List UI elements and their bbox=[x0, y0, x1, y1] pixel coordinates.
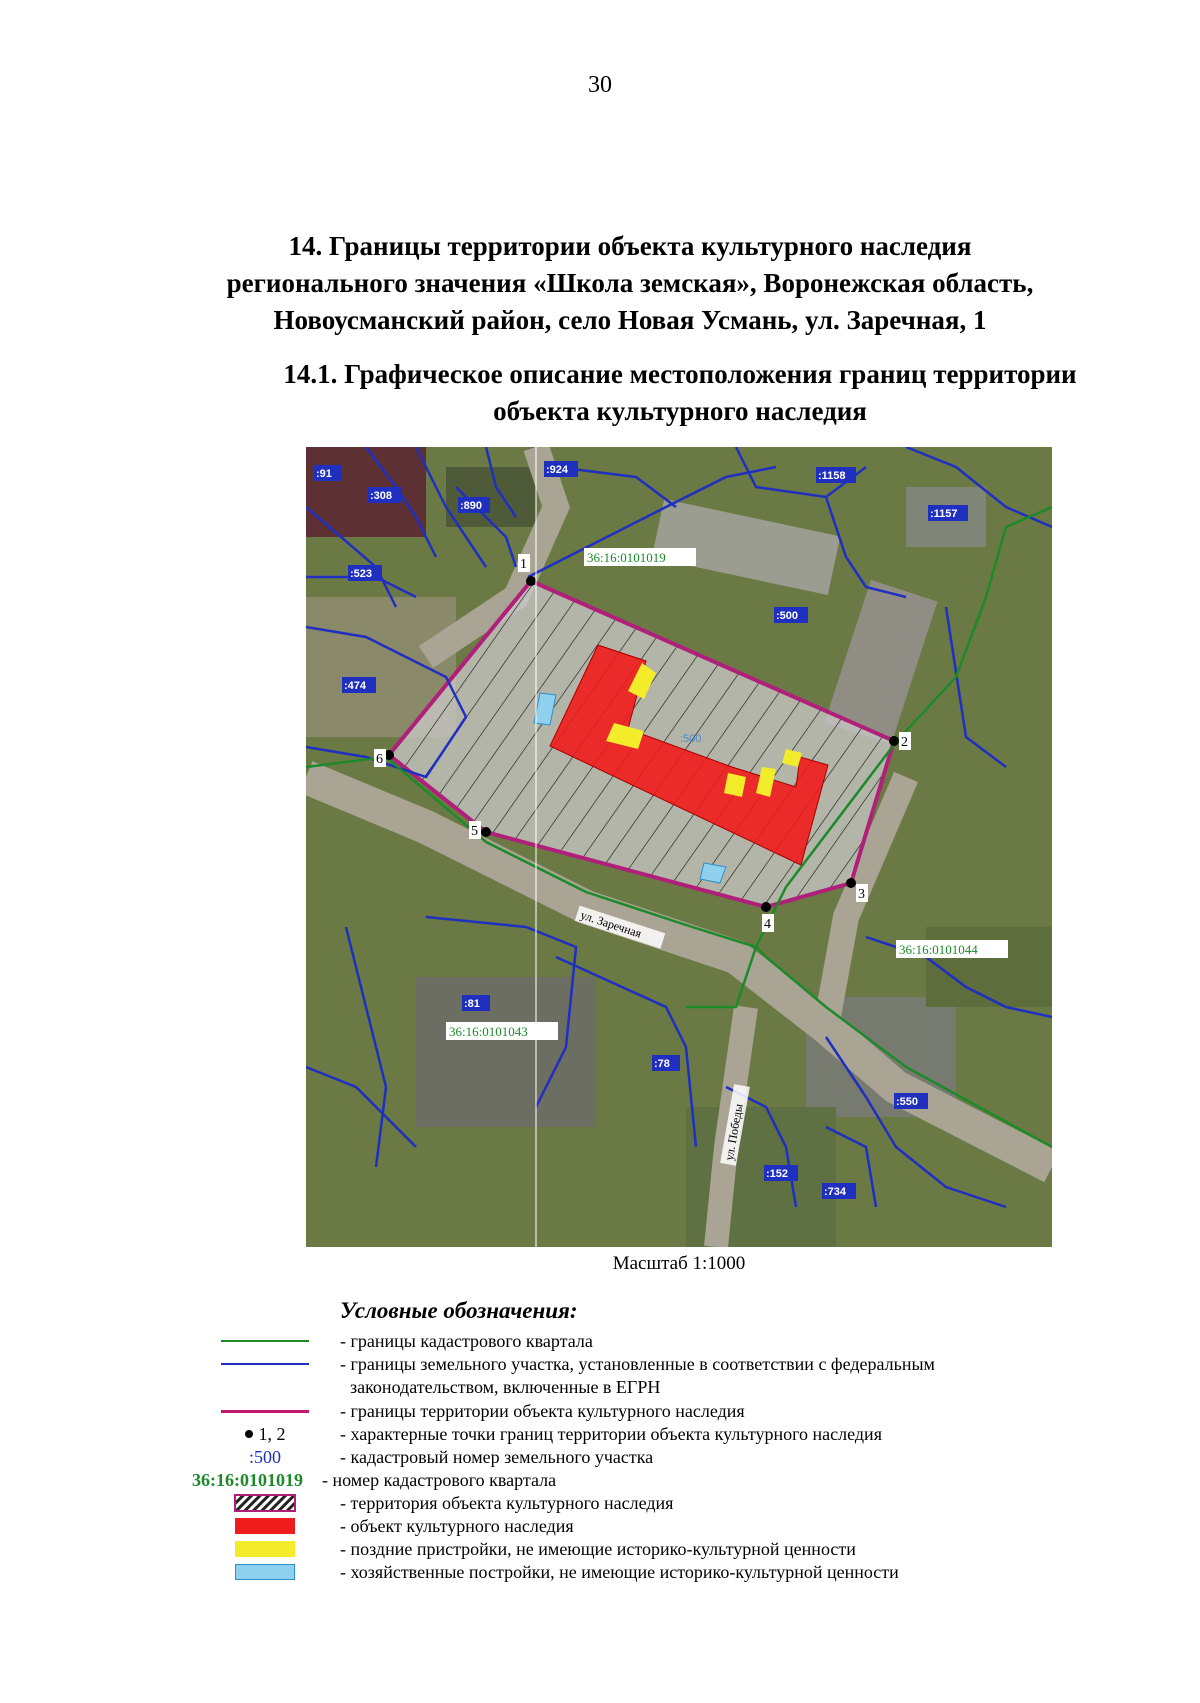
blue-line-symbol bbox=[221, 1363, 309, 1365]
point-label-5: 5 bbox=[471, 824, 478, 839]
point-5 bbox=[481, 827, 491, 837]
page-number: 30 bbox=[588, 72, 612, 98]
legend-text: - объект культурного наследия bbox=[340, 1516, 574, 1536]
parcel-label: :523 bbox=[350, 568, 373, 580]
parcel-label: :550 bbox=[896, 1096, 919, 1108]
legend-item-late-additions bbox=[200, 1538, 1100, 1560]
legend-title: Условные обозначения: bbox=[340, 1298, 578, 1323]
garden-area bbox=[926, 927, 1052, 1007]
section-heading bbox=[150, 228, 1110, 339]
heading-line-2: регионального значения «Школа земская», Воронежская область, bbox=[226, 268, 1034, 298]
map-scale: Масштаб 1:1000 bbox=[612, 1253, 746, 1274]
point-dot-icon bbox=[245, 1430, 253, 1438]
quarter-label: 36:16:0101043 bbox=[449, 1024, 528, 1039]
parcel-label: :1157 bbox=[930, 508, 958, 520]
parcel-label: :152 bbox=[766, 1168, 789, 1180]
yellow-swatch-icon bbox=[235, 1541, 295, 1557]
points-symbol-text: 1, 2 bbox=[258, 1423, 286, 1444]
parcel-label: :500 bbox=[776, 610, 799, 622]
point-4 bbox=[761, 902, 771, 912]
cadastral-symbol-text: :500 bbox=[248, 1446, 281, 1467]
point-label-3: 3 bbox=[858, 887, 865, 902]
legend-text: - номер кадастрового квартала bbox=[322, 1470, 557, 1490]
legend-item-object bbox=[200, 1515, 1100, 1537]
green-line-symbol bbox=[221, 1340, 309, 1342]
subheading-line-2: объекта культурного наследия bbox=[493, 396, 867, 426]
quarter-label: 36:16:0101019 bbox=[587, 550, 666, 565]
legend-text: - границы земельного участка, установленные в соответствии с федеральным bbox=[340, 1354, 935, 1374]
legend-text: - поздние пристройки, не имеющие историко-культурной ценности bbox=[340, 1539, 856, 1559]
legend-text: - границы территории объекта культурного наследия bbox=[340, 1401, 745, 1421]
legend-text: - территория объекта культурного наследия bbox=[340, 1493, 674, 1513]
parcel-label: :81 bbox=[464, 998, 480, 1010]
heading-line-3: Новоусманский район, село Новая Усмань, ул. Заречная, 1 bbox=[273, 305, 987, 335]
point-1 bbox=[526, 576, 536, 586]
legend-text: - хозяйственные постройки, не имеющие историко-культурной ценности bbox=[340, 1562, 899, 1582]
point-label-6: 6 bbox=[376, 752, 383, 767]
legend-item-parcel-boundary bbox=[200, 1353, 1100, 1399]
parcel-label: :924 bbox=[546, 464, 569, 476]
point-label-2: 2 bbox=[901, 735, 908, 750]
point-3 bbox=[846, 878, 856, 888]
point-2 bbox=[889, 736, 899, 746]
cadastral-map bbox=[306, 447, 1052, 1247]
parcel-label: :734 bbox=[824, 1186, 847, 1198]
magenta-line-symbol bbox=[221, 1410, 309, 1413]
building-area bbox=[416, 977, 596, 1127]
legend-item-quarter-boundary bbox=[200, 1330, 1100, 1352]
legend-text: - характерные точки границ территории объекта культурного наследия bbox=[340, 1424, 882, 1444]
parcel-label: :474 bbox=[344, 680, 367, 692]
street-label-zarechnaya: ул. Заречная bbox=[578, 907, 644, 941]
red-swatch-icon bbox=[235, 1518, 295, 1534]
legend-text: - кадастровый номер земельного участка bbox=[340, 1447, 654, 1467]
parcel-label: :78 bbox=[654, 1058, 670, 1070]
street-label-pobedy: ул. Победы bbox=[721, 1102, 746, 1162]
quarter-label: 36:16:0101044 bbox=[899, 942, 978, 957]
legend-item-quarter-number bbox=[192, 1469, 1100, 1491]
legend-text-continued: законодательством, включенные в ЕГРН bbox=[350, 1377, 661, 1397]
parcel-label: :890 bbox=[460, 500, 483, 512]
late-addition bbox=[724, 773, 746, 797]
legend-item-heritage-boundary bbox=[200, 1400, 1100, 1422]
map-canvas bbox=[306, 447, 1052, 1247]
blue-swatch-icon bbox=[235, 1564, 295, 1580]
legend-item-points bbox=[200, 1423, 1100, 1445]
parcel-label: :1158 bbox=[818, 470, 846, 482]
parcel-label: :91 bbox=[316, 468, 332, 480]
legend-item-cadastral-number bbox=[200, 1446, 1100, 1468]
parcel-label: :308 bbox=[370, 490, 393, 502]
heading-line-1: 14. Границы территории объекта культурного наследия bbox=[288, 231, 972, 261]
legend-item-territory bbox=[200, 1492, 1100, 1514]
point-label-1: 1 bbox=[520, 557, 527, 572]
quarter-symbol-text: 36:16:0101019 bbox=[192, 1469, 303, 1490]
subheading-line-1: 14.1. Графическое описание местоположения границ территории bbox=[283, 359, 1077, 389]
legend-text: - границы кадастрового квартала bbox=[340, 1331, 593, 1351]
point-label-4: 4 bbox=[764, 917, 771, 932]
subsection-heading bbox=[230, 356, 1130, 430]
hatched-swatch-icon bbox=[234, 1494, 296, 1512]
center-parcel-label: :500 bbox=[680, 733, 702, 745]
legend-item-utility bbox=[200, 1561, 1100, 1583]
